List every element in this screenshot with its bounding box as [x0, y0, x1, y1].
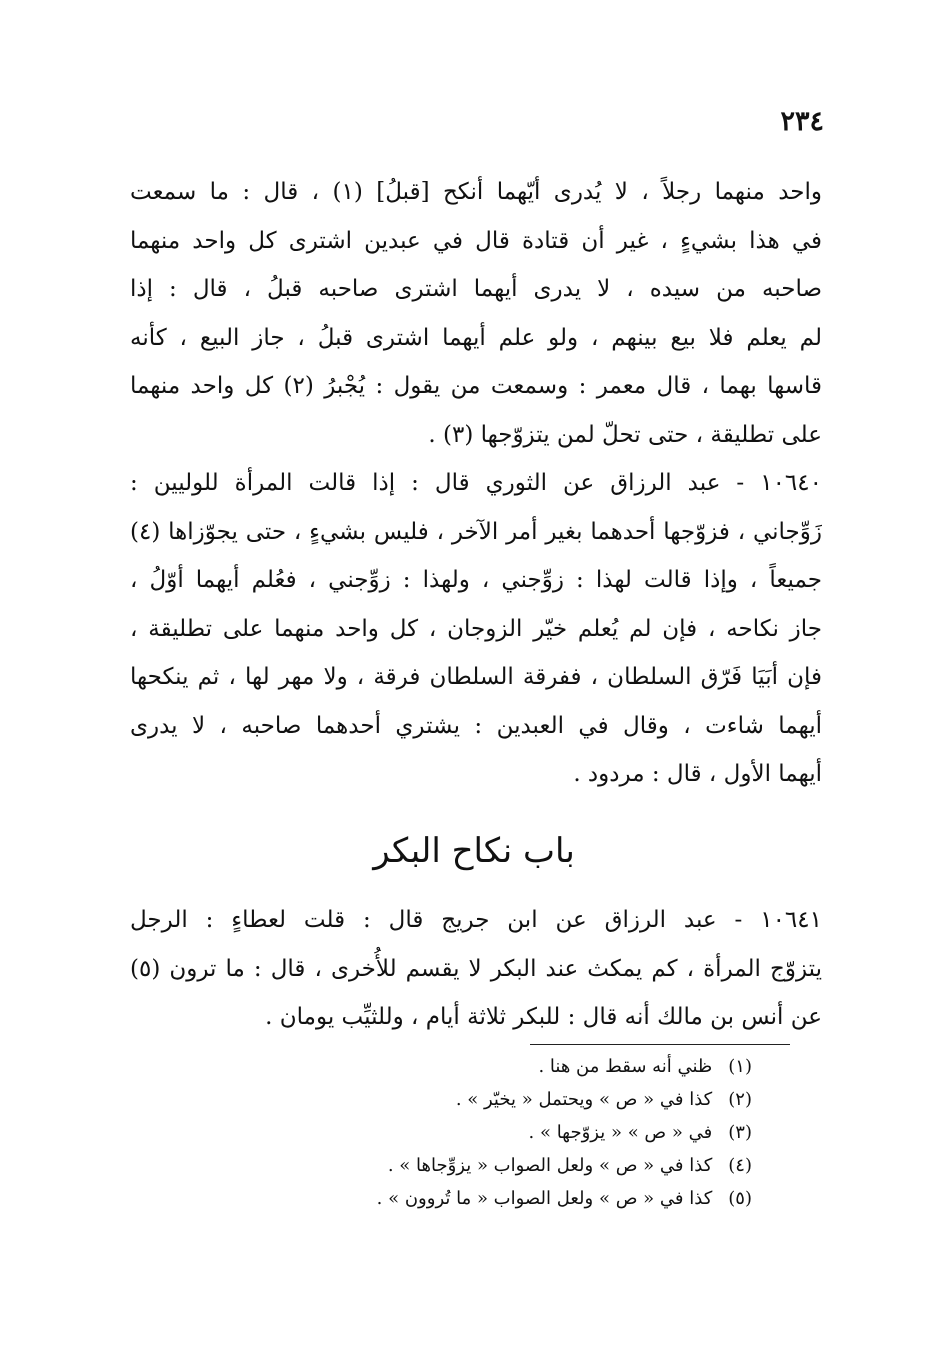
text-line: أيهما الأول ، قال : مردود .	[573, 761, 822, 787]
footnote-item	[192, 1182, 752, 1215]
footnote-number: (٢)	[728, 1089, 752, 1110]
paragraph-1	[130, 168, 822, 799]
footnote-text: كذا في « ص » ولعل الصواب « يزوِّجاها » .	[387, 1155, 713, 1176]
text-line: جاز نكاحه ، فإن لم يُعلم خيّر الزوجان ، كل واحد منهما على تطليقة ،	[130, 615, 822, 642]
text-line: واحد منهما رجلاً ، لا يُدرى أيّهما أنكح [قبلُ] (١) ، قال : ما سمعت	[130, 179, 822, 205]
text-line: ١٠٦٤١ - عبد الرزاق عن ابن جريج قال : قلت لعطاءٍ : الرجل	[130, 907, 822, 933]
footnote-item	[192, 1116, 752, 1149]
footnote-number: (١)	[728, 1056, 752, 1077]
footnote-divider	[530, 1044, 790, 1045]
footnote-number: (٣)	[728, 1122, 752, 1143]
footnotes	[192, 1050, 752, 1215]
page-number: ٢٣٤	[780, 106, 824, 137]
text-line: ١٠٦٤٠ - عبد الرزاق عن الثوري قال : إذا قالت المرأة للوليين :	[130, 470, 822, 496]
footnote-item	[192, 1083, 752, 1116]
footnote-text: كذا في « ص » ولعل الصواب « ما تُروون » .	[376, 1188, 713, 1209]
footnote-text: كذا في « ص » ويحتمل « يخيّر » .	[455, 1089, 713, 1110]
footnote-text: ظني أنه سقط من هنا .	[538, 1056, 713, 1077]
paragraph-2	[130, 459, 822, 799]
text-line: لم يعلم فلا بيع بينهم ، ولو علم أيهما اشترى قبلُ ، جاز البيع ، كأنه	[130, 324, 822, 351]
text-line: على تطليقة ، حتى تحلّ لمن يتزوّجها (٣) .	[428, 421, 822, 448]
text-line: عن أنس بن مالك أنه قال : للبكر ثلاثة أيام ، وللثيِّب يومان .	[265, 1004, 822, 1030]
text-line: صاحبه من سيده ، لا يدرى أيهما اشترى صاحبه قبلُ ، قال : إذا	[130, 276, 822, 302]
text-line: زَوِّجاني ، فزوّجها أحدهما بغير أمر الآخر ، فليس بشيءٍ ، حتى يجوّزاها (٤)	[130, 518, 822, 545]
text-line: جميعاً ، وإذا قالت لهذا : زوِّجني ، ولهذا : زوِّجني ، فعُلم أيهما أوّلُ ،	[130, 567, 822, 593]
text-line: قاسها بهما ، قال معمر : وسمعت من يقول : يُجْبرُ (٢) كل واحد منهما	[130, 373, 822, 399]
footnote-number: (٤)	[728, 1155, 752, 1176]
chapter-title: باب نكاح البكر	[373, 831, 575, 871]
text-line: يتزوّج المرأة ، كم يمكث عند البكر لا يقسم للأُخرى ، قال : ما ترون (٥)	[130, 955, 822, 982]
paragraph-3	[130, 896, 822, 1042]
footnote-number: (٥)	[728, 1188, 752, 1209]
footnote-item	[192, 1050, 752, 1083]
footnote-text: في « ص » « يزوّجها » .	[528, 1122, 713, 1143]
text-line: أيهما شاءت ، وقال في العبدين : يشتري أحدهما صاحبه ، لا يدرى	[130, 712, 822, 739]
text-line: في هذا بشيءٍ ، غير أن قتادة قال في عبدين اشترى كل واحد منهما	[130, 227, 822, 254]
footnote-item	[192, 1149, 752, 1182]
text-line: فإن أبَيَا فَرّق السلطان ، ففرقة السلطان فرقة ، ولا مهر لها ، ثم ينكحها	[130, 664, 822, 690]
